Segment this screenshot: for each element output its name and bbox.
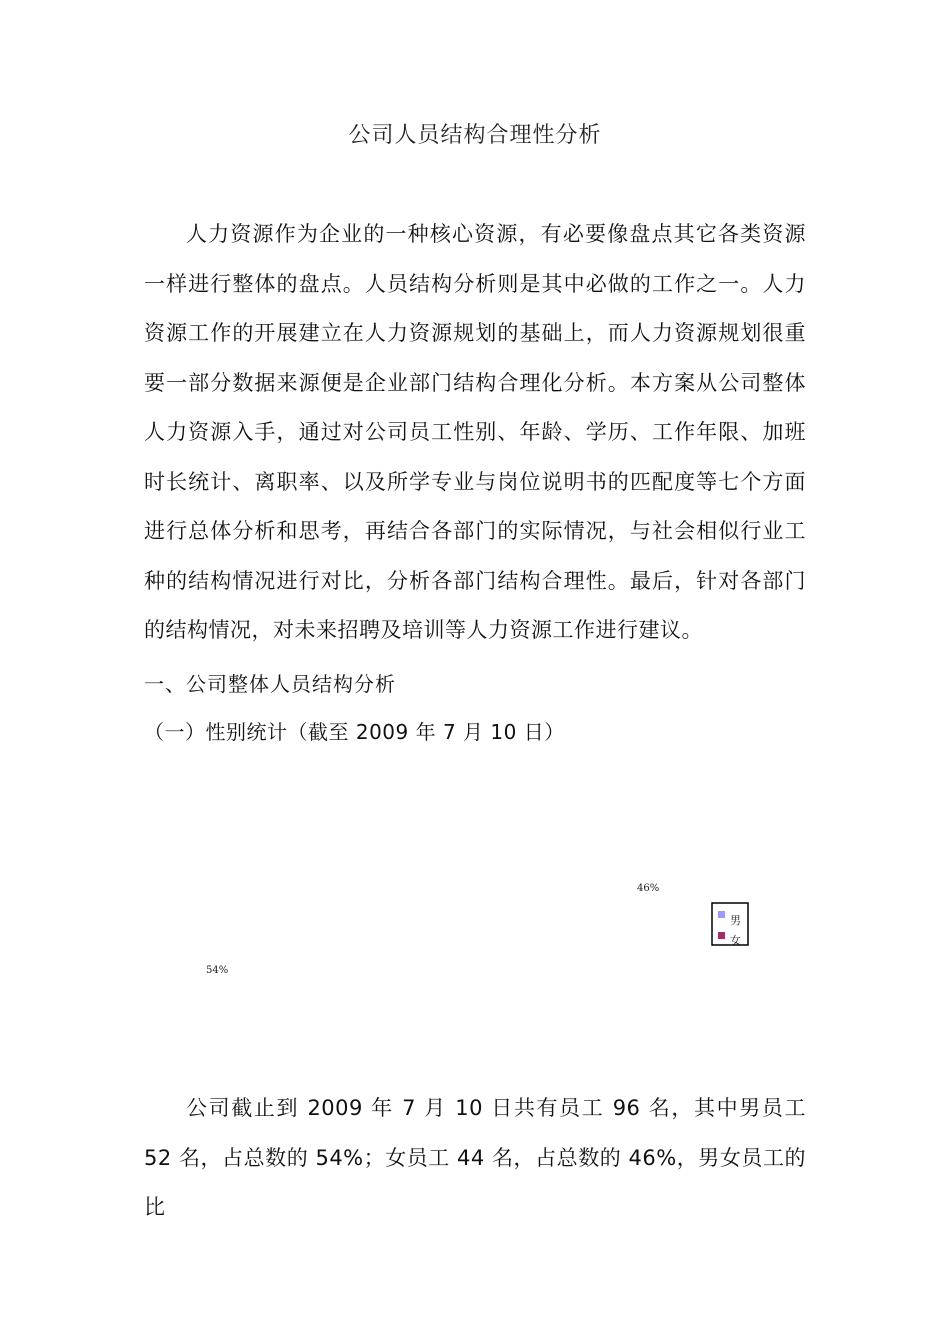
chart-legend xyxy=(712,903,748,947)
pie-label-female: 46% xyxy=(637,883,660,894)
gender-summary-paragraph: 公司截止到 2009 年 7 月 10 日共有员工 96 名，其中男员工 52 名，占总数的 54%；女员工 44 名，占总数的 46%，男女员工的比 xyxy=(144,1096,806,1219)
pie-label-male: 54% xyxy=(206,965,229,976)
legend-swatch-female xyxy=(718,932,725,939)
intro-paragraph: 人力资源作为企业的一种核心资源，有必要像盘点其它各类资源一样进行整体的盘点。人员结构分析则是其中必做的工作之一。人力资源工作的开展建立在人力资源规划的基础上，而人力资源规划很重要一部分数据来源便是企业部门结构合理化分析。本方案从公司整体人力资源入手，通过对公司员工性别、年龄、学历、工作年限、加班时长统计、离职率、以及所学专业与岗位说明书的匹配度等七个方面进行总体分析和思考，再结合各部门的实际情况，与社会相似行业工种的结构情况进行对比，分析各部门结构合理性。最后，针对各部门的结构情况，对未来招聘及培训等人力资源工作进行建议。 xyxy=(144,222,806,642)
gender-pie-chart xyxy=(144,780,806,1060)
legend-label-male: 男 xyxy=(730,914,741,927)
document-title: 公司人员结构合理性分析 xyxy=(348,123,602,148)
legend-swatch-male xyxy=(718,911,725,918)
pie-slices xyxy=(304,800,544,1040)
legend-label-female: 女 xyxy=(730,934,741,947)
pie-chart-svg xyxy=(144,780,806,1060)
subsection-heading: （一）性别统计（截至 2009 年 7 月 10 日） xyxy=(144,720,565,744)
section-heading: 一、公司整体人员结构分析 xyxy=(144,672,396,696)
